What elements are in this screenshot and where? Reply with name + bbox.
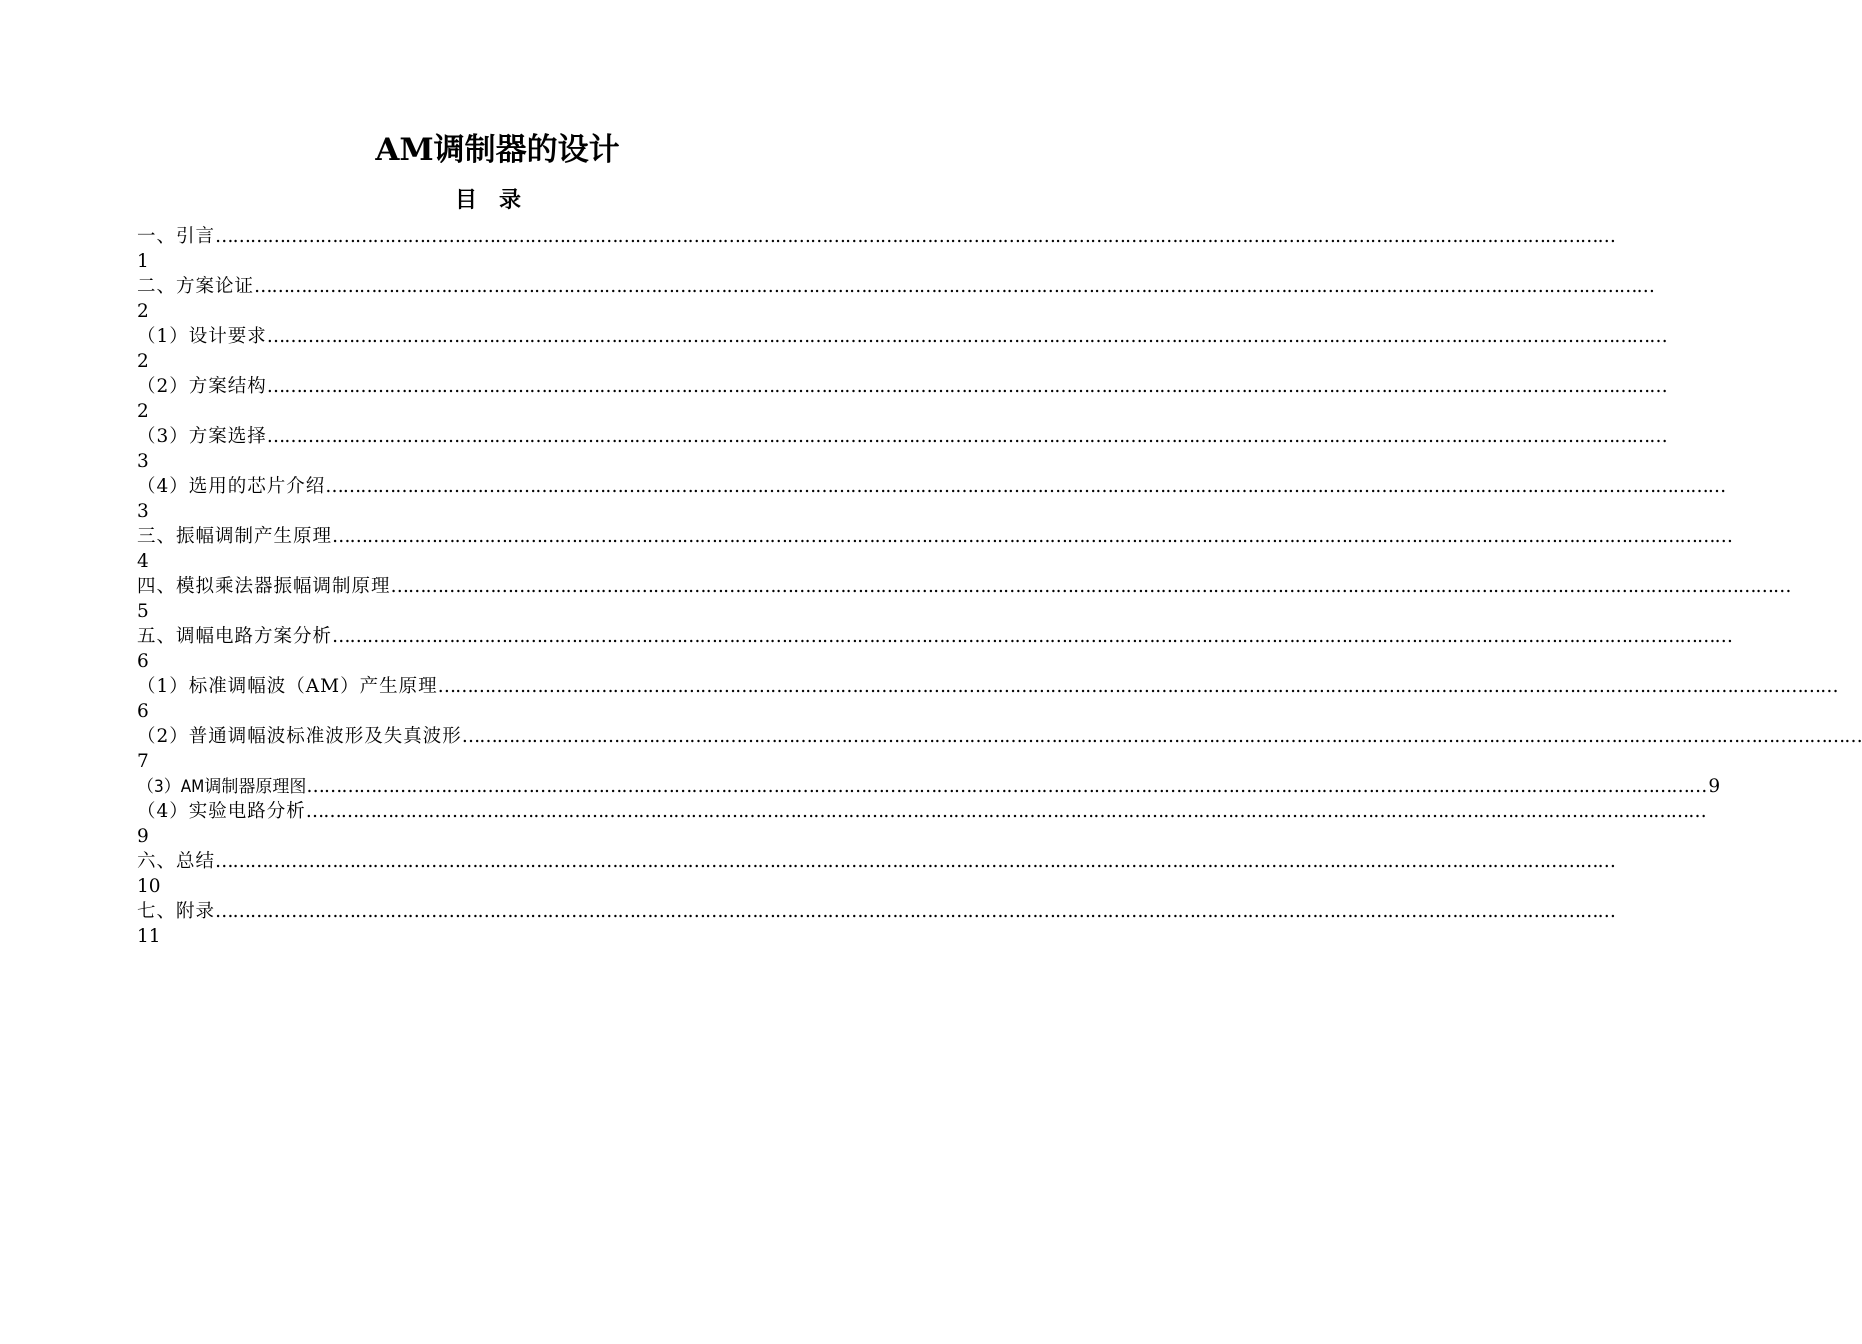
toc-line — [137, 524, 1733, 549]
toc-heading: 目录 — [454, 187, 543, 213]
toc-dot-leader: …………………………………………………………………………………………………………………………………………………………………………………………………………………… — [266, 426, 1667, 447]
toc-entry — [137, 849, 1616, 899]
toc-page-number: 6 — [137, 651, 149, 672]
toc-entry — [137, 324, 1667, 374]
document-title: AM调制器的设计 — [375, 132, 620, 168]
toc-entry-label: （1）标准调幅波（AM）产生原理 — [137, 676, 438, 697]
toc-line — [137, 624, 1733, 649]
toc-dot-leader: …………………………………………………………………………………………………………………………………………………………………………………………………………………… — [325, 476, 1726, 497]
toc-line — [137, 799, 1706, 824]
toc-page-number: 4 — [137, 551, 149, 572]
toc-entry — [137, 774, 1721, 799]
toc-dot-leader: …………………………………………………………………………………………………………………………………………………………………………………………………………………… — [461, 726, 1862, 747]
toc-entry-label: （4）实验电路分析 — [137, 801, 306, 822]
toc-dot-leader: …………………………………………………………………………………………………………………………………………………………………………………………………………………… — [266, 376, 1667, 397]
toc-line — [137, 899, 1616, 924]
toc-entry-label: （3）AM调制器原理图 — [137, 777, 307, 797]
toc-entry — [137, 799, 1706, 849]
toc-entry-label: （3）方案选择 — [137, 426, 267, 447]
toc-line — [137, 374, 1667, 399]
toc-page-number: 11 — [137, 926, 161, 947]
toc-entry-label: 三、振幅调制产生原理 — [137, 526, 333, 547]
toc-page-number: 7 — [137, 751, 149, 772]
toc-entry-label: 五、调幅电路方案分析 — [137, 626, 333, 647]
toc-entry-label: 一、引言 — [137, 226, 216, 247]
toc-dot-leader: …………………………………………………………………………………………………………………………………………………………………………………………………………………… — [215, 851, 1616, 872]
toc-page-number: 2 — [137, 351, 149, 372]
toc-dot-leader: …………………………………………………………………………………………………………………………………………………………………………………………………………………… — [332, 626, 1733, 647]
toc-entry-label: （2）方案结构 — [137, 376, 267, 397]
toc-entry-label: 七、附录 — [137, 901, 216, 922]
toc-page-number: 6 — [137, 701, 149, 722]
toc-page-number: 1 — [137, 251, 149, 272]
toc-line — [137, 324, 1667, 349]
toc-entry — [137, 224, 1616, 274]
toc-line — [137, 849, 1616, 874]
toc-line — [137, 574, 1791, 599]
toc-page-number: 9 — [137, 826, 149, 847]
toc-entry-label: 二、方案论证 — [137, 276, 255, 297]
toc-dot-leader: …………………………………………………………………………………………………………………………………………………………………………………………………………………… — [305, 801, 1706, 822]
toc-entry — [137, 724, 1862, 774]
toc-dot-leader: …………………………………………………………………………………………………………………………………………………………………………………………………………………… — [215, 901, 1616, 922]
toc-page-number: 2 — [137, 301, 149, 322]
toc-line — [137, 674, 1838, 699]
toc-page-number: 3 — [137, 501, 149, 522]
toc-line — [137, 724, 1862, 749]
toc-entry — [137, 899, 1616, 949]
toc-entry-label: （2）普通调幅波标准波形及失真波形 — [137, 726, 462, 747]
toc-entry-label: （4）选用的芯片介绍 — [137, 476, 326, 497]
toc-line — [137, 274, 1655, 299]
toc-entry — [137, 624, 1733, 674]
toc-line — [137, 224, 1616, 249]
toc-entry — [137, 274, 1655, 324]
toc-dot-leader: …………………………………………………………………………………………………………………………………………………………………………………………………………………… — [390, 576, 1791, 597]
toc-entry — [137, 424, 1667, 474]
toc-entry-label: 四、模拟乘法器振幅调制原理 — [137, 576, 391, 597]
toc-dot-leader: …………………………………………………………………………………………………………………………………………………………………………………………………………………… — [306, 776, 1707, 797]
toc-entry — [137, 374, 1667, 424]
toc-page-number: 9 — [1708, 776, 1721, 797]
toc-page-number: 2 — [137, 401, 149, 422]
table-of-contents — [137, 224, 1862, 949]
toc-page-number: 10 — [137, 876, 161, 897]
toc-page-number: 5 — [137, 601, 149, 622]
toc-dot-leader: …………………………………………………………………………………………………………………………………………………………………………………………………………………… — [266, 326, 1667, 347]
toc-entry — [137, 674, 1838, 724]
toc-entry-label: （1）设计要求 — [137, 326, 267, 347]
toc-dot-leader: …………………………………………………………………………………………………………………………………………………………………………………………………………………… — [254, 276, 1655, 297]
toc-dot-leader: …………………………………………………………………………………………………………………………………………………………………………………………………………………… — [215, 226, 1616, 247]
toc-page-number: 3 — [137, 451, 149, 472]
toc-entry — [137, 524, 1733, 574]
toc-line — [137, 474, 1726, 499]
toc-line — [137, 424, 1667, 449]
toc-entry-label: 六、总结 — [137, 851, 216, 872]
toc-dot-leader: …………………………………………………………………………………………………………………………………………………………………………………………………………………… — [437, 676, 1838, 697]
toc-entry — [137, 474, 1726, 524]
toc-dot-leader: …………………………………………………………………………………………………………………………………………………………………………………………………………………… — [332, 526, 1733, 547]
toc-entry — [137, 574, 1791, 624]
toc-line — [137, 774, 1721, 799]
